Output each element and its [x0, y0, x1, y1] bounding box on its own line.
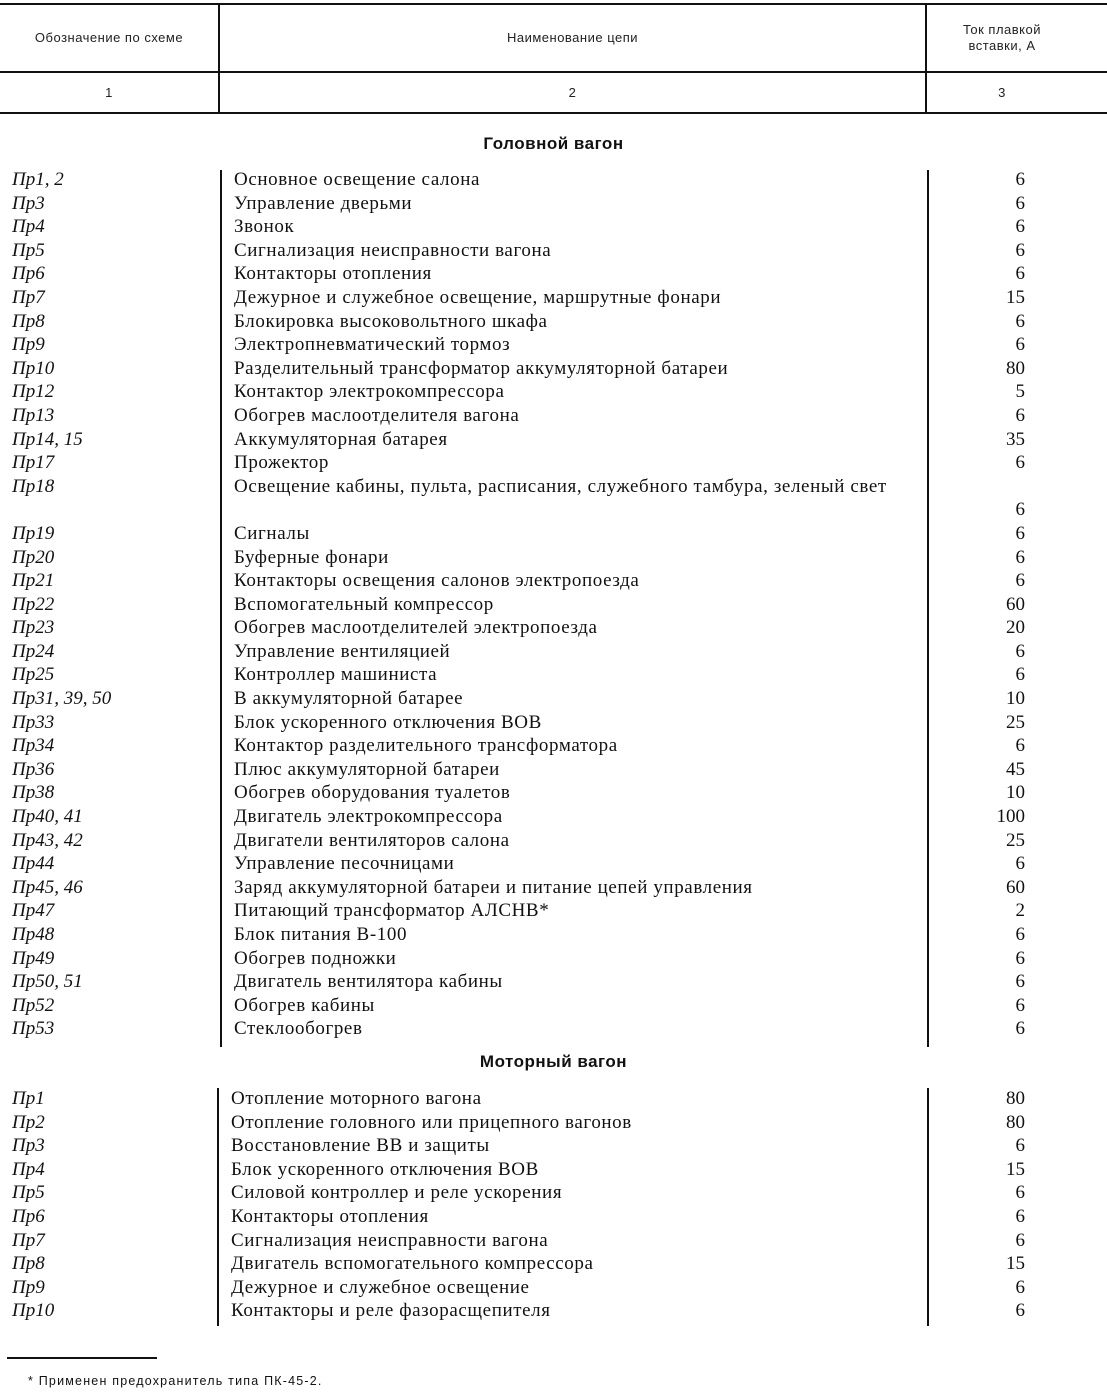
fuse-designation: Пр20 [12, 546, 55, 568]
fuse-current: 6 [1015, 947, 1025, 969]
fuse-current: 6 [1015, 334, 1025, 356]
table-row [0, 357, 1107, 381]
circuit-name: Вспомогательный компрессор [234, 593, 494, 615]
section-title-motor-car: Моторный вагон [479, 1052, 628, 1071]
fuse-designation: Пр34 [12, 735, 55, 757]
fuse-designation: Пр53 [12, 1018, 55, 1040]
fuse-current: 20 [1006, 617, 1025, 639]
table-row [0, 1276, 1107, 1300]
table-row [0, 1111, 1107, 1135]
circuit-name: Управление песочницами [234, 853, 455, 875]
table-row [0, 380, 1107, 404]
table-row [0, 522, 1107, 546]
header-bottom-rule [0, 112, 1107, 114]
circuit-name: Дежурное и служебное освещение, маршрутные фонари [234, 286, 722, 308]
circuit-name: Обогрев маслоотделителя вагона [234, 404, 520, 426]
table-row [0, 663, 1107, 687]
footnote-rule [7, 1357, 157, 1359]
table-header [0, 0, 1107, 118]
circuit-name: Основное освещение салона [234, 169, 481, 190]
fuse-current: 6 [1015, 239, 1025, 261]
fuse-current: 6 [1015, 1182, 1025, 1204]
table-row [0, 734, 1107, 758]
fuse-designation: Пр10 [12, 357, 55, 379]
fuse-designation: Пр49 [12, 947, 55, 969]
fuse-designation: Пр8 [12, 310, 45, 332]
fuse-current: 6 [1015, 192, 1025, 214]
fuse-designation: Пр22 [12, 593, 55, 615]
footnote: * Применен предохранитель типа ПК-45-2. [28, 1374, 323, 1388]
table-row [0, 404, 1107, 428]
fuse-current: 6 [1015, 522, 1025, 544]
circuit-name: Контроллер машиниста [234, 664, 438, 686]
fuse-current: 60 [1006, 876, 1025, 898]
table-row [0, 428, 1107, 452]
fuse-designation: Пр14, 15 [12, 428, 83, 450]
circuit-name: Звонок [234, 216, 295, 238]
table-row [0, 711, 1107, 735]
circuit-name: Дежурное и служебное освещение [231, 1276, 530, 1298]
table-row [0, 1158, 1107, 1182]
fuse-designation: Пр48 [12, 924, 55, 945]
fuse-designation: Пр6 [12, 1205, 45, 1227]
fuse-current: 15 [1006, 286, 1025, 308]
fuse-designation: Пр33 [12, 711, 55, 733]
fuse-current: 6 [1015, 994, 1025, 1016]
circuit-name: Контакторы и реле фазорасщепителя [231, 1300, 551, 1322]
fuse-designation: Пр36 [12, 758, 55, 780]
fuse-designation: Пр21 [12, 570, 55, 592]
circuit-name: Питающий трансформатор АЛСНВ* [234, 900, 550, 922]
circuit-name: Обогрев маслоотделителей электропоезда [234, 617, 598, 639]
fuse-designation: Пр1, 2 [12, 169, 64, 190]
fuse-current: 6 [1015, 452, 1025, 474]
circuit-name: Восстановление ВВ и защиты [231, 1135, 490, 1157]
circuit-name: Двигатель вентилятора кабины [234, 971, 503, 993]
fuse-designation: Пр1 [12, 1088, 45, 1109]
fuse-designation: Пр25 [12, 664, 55, 686]
fuse-current: 6 [1015, 216, 1025, 238]
circuit-name: Обогрев подножки [234, 947, 397, 969]
section-1-rows [0, 168, 1107, 1041]
table-row [0, 1229, 1107, 1253]
circuit-name: Буферные фонари [234, 546, 389, 568]
circuit-name: Стеклообогрев [234, 1018, 363, 1040]
table-row [0, 1134, 1107, 1158]
fuse-current: 10 [1006, 782, 1025, 804]
fuse-designation: Пр5 [12, 239, 45, 261]
circuit-name: Аккумуляторная батарея [234, 428, 448, 450]
fuse-current: 6 [1015, 169, 1025, 190]
fuse-designation: Пр10 [12, 1300, 55, 1322]
fuse-current: 15 [1006, 1253, 1025, 1275]
fuse-designation: Пр44 [12, 853, 55, 875]
fuse-designation: Пр45, 46 [12, 876, 83, 898]
circuit-name: Контактор разделительного трансформатора [234, 735, 618, 757]
fuse-current: 10 [1006, 688, 1025, 710]
fuse-designation: Пр2 [12, 1111, 45, 1133]
fuse-current: 6 [1015, 404, 1025, 426]
fuse-current: 80 [1006, 1111, 1025, 1133]
circuit-name: Электропневматический тормоз [234, 334, 511, 356]
header-col-number-1: 1 [105, 84, 113, 100]
section-title-head-car: Головной вагон [483, 134, 624, 153]
table-row [0, 475, 1107, 522]
table-row [0, 758, 1107, 782]
fuse-current: 2 [1015, 900, 1025, 922]
header-designation: Обозначение по схеме [34, 30, 184, 45]
fuse-current: 6 [1015, 570, 1025, 592]
table-row [0, 569, 1107, 593]
fuse-designation: Пр18 [12, 475, 55, 497]
table-row [0, 687, 1107, 711]
fuse-current: 45 [1006, 758, 1025, 780]
circuit-name: Двигатель вспомогательного компрессора [231, 1253, 594, 1275]
table-row [0, 970, 1107, 994]
table-row [0, 616, 1107, 640]
fuse-current: 80 [1006, 357, 1025, 379]
table-row [0, 947, 1107, 971]
circuit-name: Силовой контроллер и реле ускорения [231, 1182, 563, 1204]
table-row [0, 781, 1107, 805]
table-row [0, 1205, 1107, 1229]
fuse-designation: Пр7 [12, 286, 45, 308]
fuse-designation: Пр3 [12, 192, 45, 214]
fuse-current: 15 [1006, 1158, 1025, 1180]
fuse-current: 6 [1015, 1205, 1025, 1227]
circuit-name: В аккумуляторной батарее [234, 688, 464, 710]
table-row [0, 829, 1107, 853]
fuse-current: 6 [1015, 640, 1025, 662]
table-row [0, 852, 1107, 876]
table-row [0, 1181, 1107, 1205]
table-row [0, 310, 1107, 334]
fuse-current: 6 [1015, 1276, 1025, 1298]
section-2-rows [0, 1087, 1107, 1323]
table-row [0, 1299, 1107, 1323]
fuse-designation: Пр19 [12, 522, 55, 544]
fuse-current: 5 [1015, 381, 1025, 403]
circuit-name: Блок ускоренного отключения ВОВ [234, 711, 542, 733]
fuse-designation: Пр43, 42 [12, 829, 83, 851]
fuse-current: 6 [1015, 310, 1025, 332]
circuit-name: Сигнализация неисправности вагона [231, 1229, 549, 1251]
circuit-name: Управление дверьми [234, 192, 413, 214]
fuse-designation: Пр9 [12, 1276, 45, 1298]
table-row [0, 1017, 1107, 1041]
circuit-name: Сигнализация неисправности вагона [234, 239, 552, 261]
fuse-designation: Пр38 [12, 782, 55, 804]
table-row [0, 1252, 1107, 1276]
fuse-current: 35 [1006, 428, 1025, 450]
table-row [0, 805, 1107, 829]
fuse-designation: Пр23 [12, 617, 55, 639]
fuse-current: 25 [1006, 711, 1025, 733]
header-col-number-3: 3 [998, 84, 1006, 100]
circuit-name: Обогрев кабины [234, 994, 375, 1016]
table-row [0, 451, 1107, 475]
fuse-current: 6 [1015, 1135, 1025, 1157]
circuit-name: Блокировка высоковольтного шкафа [234, 310, 548, 332]
table-row [0, 192, 1107, 216]
fuse-designation: Пр24 [12, 640, 55, 662]
header-fuse-current: Ток плавкой вставки, А [962, 22, 1042, 53]
table-row [0, 286, 1107, 310]
fuse-designation: Пр7 [12, 1229, 45, 1251]
fuse-designation: Пр3 [12, 1135, 45, 1157]
fuse-designation: Пр47 [12, 900, 55, 922]
fuse-designation: Пр13 [12, 404, 55, 426]
table-row [0, 168, 1107, 192]
circuit-name: Блок питания В-100 [234, 924, 408, 945]
fuse-designation: Пр5 [12, 1182, 45, 1204]
fuse-designation: Пр6 [12, 263, 45, 285]
fuse-current: 6 [1015, 853, 1025, 875]
table-row [0, 640, 1107, 664]
fuse-designation: Пр8 [12, 1253, 45, 1275]
fuse-designation: Пр4 [12, 216, 45, 238]
fuse-current: 6 [1015, 735, 1025, 757]
circuit-name: Обогрев оборудования туалетов [234, 782, 511, 804]
circuit-name: Разделительный трансформатор аккумуляторной батареи [234, 357, 729, 379]
table-row [0, 876, 1107, 900]
circuit-name: Блок ускоренного отключения ВОВ [231, 1158, 539, 1180]
table-row [0, 239, 1107, 263]
circuit-name: Отопление моторного вагона [231, 1088, 482, 1109]
table-row [0, 546, 1107, 570]
circuit-name: Контакторы отопления [234, 263, 432, 285]
fuse-designation: Пр17 [12, 452, 55, 474]
circuit-name: Управление вентиляцией [234, 640, 451, 662]
fuse-designation: Пр31, 39, 50 [12, 688, 112, 710]
table-row [0, 923, 1107, 947]
table-row [0, 262, 1107, 286]
fuse-current: 6 [1015, 1018, 1025, 1040]
fuse-current: 6 [1015, 499, 1025, 521]
table-row [0, 1087, 1107, 1111]
fuse-designation: Пр52 [12, 994, 55, 1016]
circuit-name: Контактор электрокомпрессора [234, 381, 505, 403]
fuse-current: 25 [1006, 829, 1025, 851]
fuse-current: 100 [996, 806, 1025, 828]
circuit-name: Освещение кабины, пульта, расписания, служебного тамбура, зеленый свет [234, 475, 887, 497]
fuse-current: 6 [1015, 664, 1025, 686]
circuit-name: Контакторы отопления [231, 1205, 429, 1227]
circuit-name: Отопление головного или прицепного вагонов [231, 1111, 632, 1133]
header-col-number-2: 2 [568, 84, 577, 100]
circuit-name: Сигналы [234, 522, 310, 544]
fuse-current: 60 [1006, 593, 1025, 615]
table-row [0, 333, 1107, 357]
circuit-name: Прожектор [234, 452, 329, 474]
fuse-current: 6 [1015, 546, 1025, 568]
header-circuit-name: Наименование цепи [506, 30, 639, 45]
fuse-current: 6 [1015, 1300, 1025, 1322]
fuse-designation: Пр9 [12, 334, 45, 356]
circuit-name: Двигатель электрокомпрессора [234, 806, 503, 828]
table-row [0, 899, 1107, 923]
circuit-name: Контакторы освещения салонов электропоезда [234, 570, 640, 592]
fuse-current: 6 [1015, 1229, 1025, 1251]
fuse-current: 80 [1006, 1088, 1025, 1109]
fuse-current: 6 [1015, 263, 1025, 285]
fuse-designation: Пр4 [12, 1158, 45, 1180]
fuse-current: 6 [1015, 971, 1025, 993]
table-row [0, 215, 1107, 239]
circuit-name: Плюс аккумуляторной батареи [234, 758, 500, 780]
fuse-designation: Пр12 [12, 381, 55, 403]
fuse-current: 6 [1015, 924, 1025, 945]
circuit-name: Заряд аккумуляторной батареи и питание цепей управления [234, 876, 753, 898]
fuse-designation: Пр50, 51 [12, 971, 83, 993]
table-row [0, 994, 1107, 1018]
table-row [0, 593, 1107, 617]
circuit-name: Двигатели вентиляторов салона [234, 829, 510, 851]
fuse-designation: Пр40, 41 [12, 806, 83, 828]
